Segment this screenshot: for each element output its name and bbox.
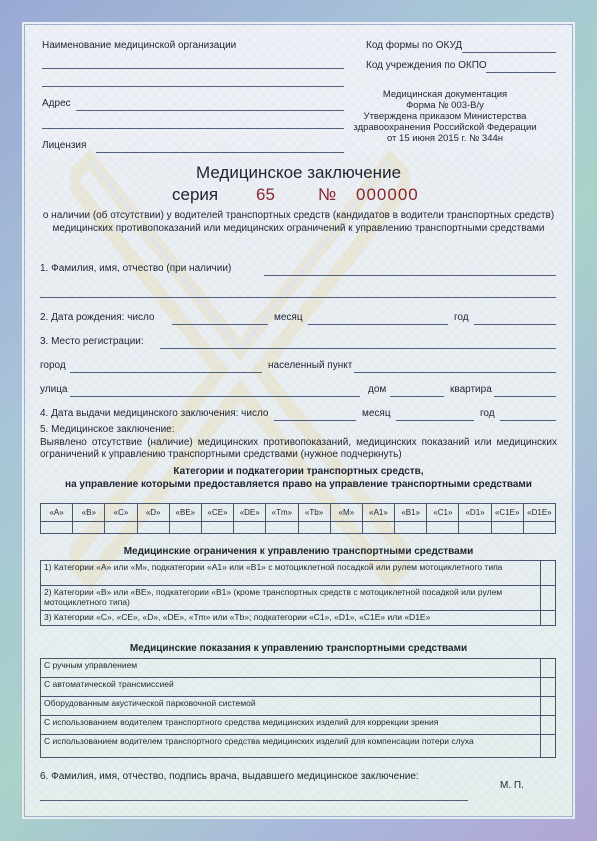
apartment-line[interactable] [494,396,556,397]
categories-table [40,503,556,534]
category-cell: «DE» [234,504,266,522]
category-checkbox[interactable] [169,522,201,534]
category-checkbox[interactable] [395,522,427,534]
restriction-checkbox[interactable] [541,561,556,586]
license-label: Лицензия [42,140,87,151]
conclusion-text: Выявлено отсутствие (наличие) медицинских противопоказаний, медицинских показаний или медицинских ограничений к управлению транспортными средствами (нужное подчеркнуть) [40,437,557,460]
okud-line[interactable] [462,52,556,53]
stamp-label: М. П. [500,780,524,791]
org-line-1[interactable] [42,68,344,69]
restrictions-title: Медицинские ограничения к управлению транспортными средствами [123,546,474,557]
approval-line: Форма № 003-В/у [406,100,484,111]
subtitle-line: о наличии (об отсутствии) у водителей транспортных средств (кандидатов в водители транспортных средств) [42,210,555,221]
category-checkbox[interactable] [137,522,169,534]
street-line[interactable] [70,396,360,397]
indication-checkbox[interactable] [541,697,556,716]
okud-label: Код формы по ОКУД [366,40,463,51]
license-line[interactable] [96,152,344,153]
house-line[interactable] [390,396,444,397]
category-cell: «Tm» [266,504,298,522]
issue-month-line[interactable] [396,420,474,421]
category-checkbox[interactable] [459,522,491,534]
number-value: 000000 [356,185,419,204]
category-checkbox[interactable] [330,522,362,534]
series-label: серия [172,185,219,204]
approval-block [345,89,545,144]
series-value: 65 [256,185,275,204]
indication-checkbox[interactable] [541,716,556,735]
issue-month-label: месяц [362,408,391,419]
conclusion-label: 5. Медицинское заключение: [40,424,175,435]
fio-line-2[interactable] [40,297,556,298]
category-checkbox[interactable] [523,522,555,534]
birth-day-line[interactable] [172,324,268,325]
approval-line: Утверждена приказом Министерства [363,111,527,122]
doctor-label: 6. Фамилия, имя, отчество, подпись врача, выдавшего медицинское заключение: [40,771,419,782]
birth-year-line[interactable] [474,324,556,325]
birth-month-line[interactable] [308,324,448,325]
address-line-2[interactable] [42,128,344,129]
settlement-label: населенный пункт [268,360,353,371]
subtitle-line: медицинских противопоказаний или медицинских ограничений к управлению транспортными средствами [52,223,545,234]
restriction-checkbox[interactable] [541,586,556,611]
registration-label: 3. Место регистрации: [40,336,144,347]
apartment-label: квартира [450,384,492,395]
category-checkbox[interactable] [266,522,298,534]
restriction-row: 3) Категории «C», «CE», «D», «DE», «Tm» или «Tb»; подкатегории «C1», «D1», «C1E» или «D1E» [41,611,541,626]
indication-checkbox[interactable] [541,735,556,758]
page-title: Медицинское заключение [195,163,402,182]
category-cell: «C1E» [491,504,523,522]
address-label: Адрес [42,98,71,109]
number-sign: № [318,185,337,204]
indication-checkbox[interactable] [541,659,556,678]
category-cell: «D» [137,504,169,522]
indication-row: С автоматической трансмиссией [41,678,541,697]
indications-table [40,658,556,758]
indication-row: С ручным управлением [41,659,541,678]
category-checkbox[interactable] [491,522,523,534]
category-cell: «M» [330,504,362,522]
registration-line[interactable] [160,348,556,349]
restriction-checkbox[interactable] [541,611,556,626]
issue-day-line[interactable] [274,420,356,421]
fio-line[interactable] [264,275,556,276]
settlement-line[interactable] [354,372,556,373]
issue-date-label: 4. Дата выдачи медицинского заключения: число [40,408,269,419]
issue-year-line[interactable] [500,420,556,421]
org-label: Наименование медицинской организации [42,40,237,51]
category-cell: «C1» [427,504,459,522]
indications-title: Медицинские показания к управлению транспортными средствами [129,643,468,654]
category-checkbox[interactable] [362,522,394,534]
category-checkbox[interactable] [298,522,330,534]
category-checkbox[interactable] [201,522,233,534]
city-line[interactable] [70,372,262,373]
category-cell: «BE» [169,504,201,522]
restrictions-table [40,560,556,626]
category-cell: «D1E» [523,504,555,522]
indication-checkbox[interactable] [541,678,556,697]
category-checkbox[interactable] [105,522,137,534]
category-checkbox[interactable] [427,522,459,534]
indication-row: С использованием водителем транспортного средства медицинских изделий для компенсации потери слуха [41,735,541,758]
category-cell: «B1» [395,504,427,522]
indication-row: С использованием водителем транспортного средства медицинских изделий для коррекции зрения [41,716,541,735]
restriction-row: 2) Категории «B» или «BE», подкатегории «B1» (кроме транспортных средств с мотоциклетной посадкой или рулем мотоциклетного типа) [41,586,541,611]
indication-row: Оборудованным акустической парковочной системой [41,697,541,716]
approval-line: здравоохранения Российской Федерации [353,122,537,133]
okpo-line[interactable] [486,72,556,73]
category-cell: «A1» [362,504,394,522]
category-cell: «C» [105,504,137,522]
approval-line: Медицинская документация [382,89,508,100]
categories-title-line: Категории и подкатегории транспортных средств, [173,466,424,477]
address-line-1[interactable] [76,110,344,111]
category-checkbox[interactable] [73,522,105,534]
okpo-label: Код учреждения по ОКПО [366,60,487,71]
category-checkbox[interactable] [41,522,73,534]
birth-month-label: месяц [274,312,303,323]
category-cell: «B» [73,504,105,522]
category-checkbox[interactable] [234,522,266,534]
approval-line: от 15 июня 2015 г. № 344н [386,133,504,144]
doctor-signature-line[interactable] [40,800,468,801]
category-cell: «CE» [201,504,233,522]
org-line-2[interactable] [42,86,344,87]
issue-year-label: год [480,408,495,419]
birth-label: 2. Дата рождения: число [40,312,155,323]
house-label: дом [368,384,387,395]
fio-label: 1. Фамилия, имя, отчество (при наличии) [40,263,232,274]
street-label: улица [40,384,68,395]
category-cell: «A» [41,504,73,522]
category-cell: «D1» [459,504,491,522]
categories-title-line: на управление которыми предоставляется право на управление транспортными средствами [65,479,532,490]
restriction-row: 1) Категории «A» или «M», подкатегории «A1» или «B1» с мотоциклетной посадкой или рулем мотоциклетного типа [41,561,541,586]
birth-year-label: год [454,312,469,323]
category-cell: «Tb» [298,504,330,522]
city-label: город [40,360,66,371]
